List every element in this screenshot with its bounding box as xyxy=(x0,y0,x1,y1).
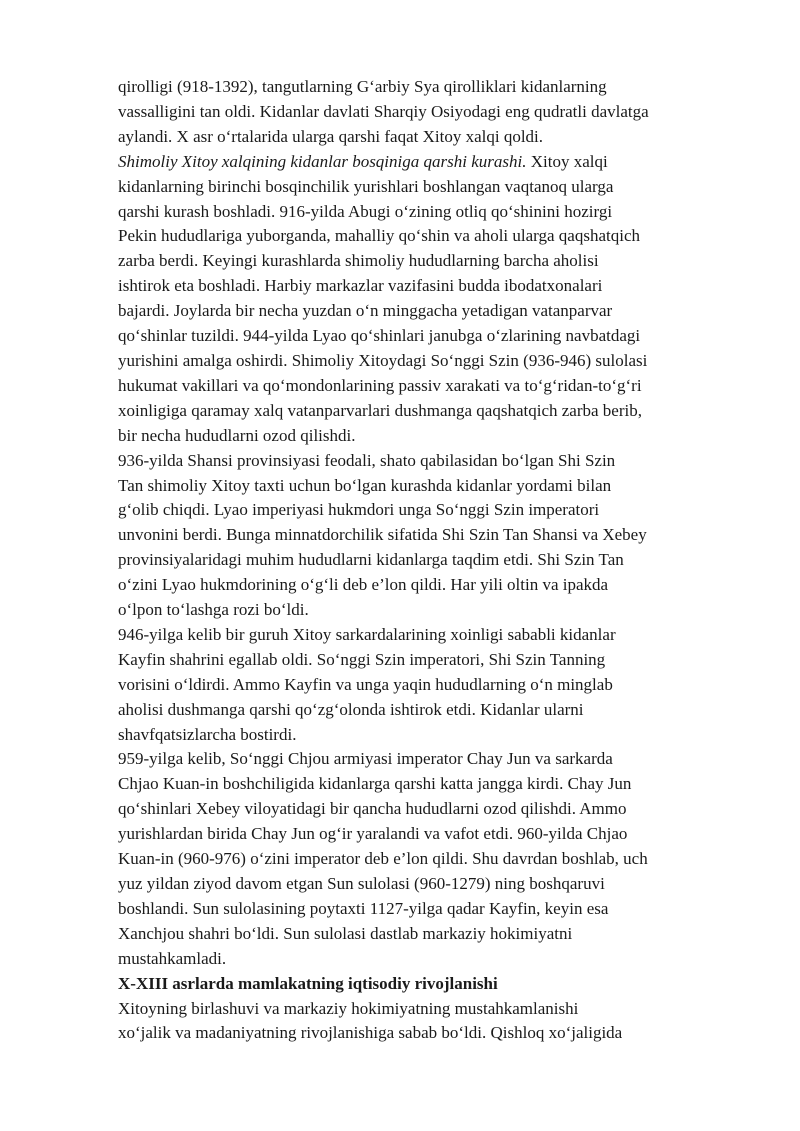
text-line: 936-yilda Shansi provinsiyasi feodali, shato qabilasidan bo‘lgan Shi Szin xyxy=(118,450,616,470)
text-line: Tan shimoliy Xitoy taxti uchun bo‘lgan kurashda kidanlar yordami bilan xyxy=(118,475,612,495)
document-page xyxy=(118,75,718,1046)
text-line: o‘lpon to‘lashga rozi bo‘ldi. xyxy=(118,600,309,620)
text-line: provinsiyalaridagi muhim hududlarni kidanlarga taqdim etdi. Shi Szin Tan xyxy=(118,550,624,570)
text-line: Kuan-in (960-976) o‘zini imperator deb e’lon qildi. Shu davrdan boshlab, uch xyxy=(118,849,648,869)
paragraph-5 xyxy=(118,747,718,971)
paragraph-4 xyxy=(118,623,718,748)
text-line: 946-yilga kelib bir guruh Xitoy sarkardalarining xoinligi sababli kidanlar xyxy=(118,624,616,644)
section-heading-text: X-XIII asrlarda mamlakatning iqtisodiy rivojlanishi xyxy=(118,973,498,993)
text-line: boshlandi. Sun sulolasining poytaxti 1127-yilga qadar Kayfin, keyin esa xyxy=(118,898,609,918)
paragraph-2 xyxy=(118,150,718,449)
text-line: aylandi. X asr o‘rtalarida ularga qarshi faqat Xitoy xalqi qoldi. xyxy=(118,126,544,146)
text-line: kidanlarning birinchi bosqinchilik yurishlari boshlangan vaqtanoq ularga xyxy=(118,176,614,196)
text-line: ishtirok eta boshladi. Harbiy markazlar vazifasini budda ibodatxonalari xyxy=(118,276,603,296)
text-line: shavfqatsizlarcha bostirdi. xyxy=(118,724,297,744)
paragraph-3 xyxy=(118,449,718,623)
text-line: o‘zini Lyao hukmdorining o‘g‘li deb e’lon qildi. Har yili oltin va ipakda xyxy=(118,575,609,595)
text-line: unvonini berdi. Bunga minnatdorchilik sifatida Shi Szin Tan Shansi va Xebey xyxy=(118,525,647,545)
text-line: Pekin hududlariga yuborganda, mahalliy qo‘shin va aholi ularga qaqshatqich xyxy=(118,226,641,246)
text-line: Kayfin shahrini egallab oldi. So‘nggi Szin imperatori, Shi Szin Tanning xyxy=(118,649,606,669)
text-line: bajardi. Joylarda bir necha yuzdan o‘n minggacha yetadigan vatanparvar xyxy=(118,301,613,321)
text-line: aholisi dushmanga qarshi qo‘zg‘olonda ishtirok etdi. Kidanlar ularni xyxy=(118,699,584,719)
text-line: yurishlardan birida Chay Jun og‘ir yaralandi va vafot etdi. 960-yilda Chjao xyxy=(118,824,628,844)
text-line: xoinligiga qaramay xalq vatanparvarlari dushmanga qaqshatqich zarba berib, xyxy=(118,400,642,420)
lead-continuation: Xitoy xalqi xyxy=(526,151,608,171)
section-heading xyxy=(118,972,718,997)
text-line: bir necha hududlarni ozod qilishdi. xyxy=(118,425,356,445)
text-line: hukumat vakillari va qo‘mondonlarining passiv xarakati va to‘g‘ridan-to‘g‘ri xyxy=(118,375,642,395)
text-line: 959-yilga kelib, So‘nggi Chjou armiyasi imperator Chay Jun va sarkarda xyxy=(118,749,613,769)
text-line: qo‘shinlar tuzildi. 944-yilda Lyao qo‘shinlari janubga o‘zlarining navbatdagi xyxy=(118,326,641,346)
italic-lead-heading: Shimoliy Xitoy xalqining kidanlar bosqiniga qarshi kurashi. xyxy=(118,151,527,171)
text-line: qirolligi (918-1392), tangutlarning G‘arbiy Sya qirolliklari kidanlarning xyxy=(118,77,607,96)
paragraph-6 xyxy=(118,997,718,1047)
text-line: vorisini o‘ldirdi. Ammo Kayfin va unga yaqin hududlarning o‘n minglab xyxy=(118,674,613,694)
text-line: qo‘shinlari Xebey viloyatidagi bir qancha hududlarni ozod qilishdi. Ammo xyxy=(118,799,627,819)
text-line: Xanchjou shahri bo‘ldi. Sun sulolasi dastlab markaziy hokimiyatni xyxy=(118,923,573,943)
text-line: zarba berdi. Keyingi kurashlarda shimoliy hududlarning barcha aholisi xyxy=(118,251,599,271)
text-line: qarshi kurash boshladi. 916-yilda Abugi o‘zining otliq qo‘shinini hozirgi xyxy=(118,201,613,221)
text-line: g‘olib chiqdi. Lyao imperiyasi hukmdori unga So‘nggi Szin imperatori xyxy=(118,500,600,520)
text-line: Xitoyning birlashuvi va markaziy hokimiyatning mustahkamlanishi xyxy=(118,998,579,1018)
text-line xyxy=(118,150,718,175)
text-line: xo‘jalik va madaniyatning rivojlanishiga sabab bo‘ldi. Qishloq xo‘jaligida xyxy=(118,1023,623,1043)
text-line: vassalligini tan oldi. Kidanlar davlati Sharqiy Osiyodagi eng qudratli davlatga xyxy=(118,101,649,121)
paragraph-1 xyxy=(118,75,718,150)
text-line: Chjao Kuan-in boshchiligida kidanlarga qarshi katta jangga kirdi. Chay Jun xyxy=(118,774,632,794)
text-line: yuz yildan ziyod davom etgan Sun sulolasi (960-1279) ning boshqaruvi xyxy=(118,874,605,893)
text-line: yurishini amalga oshirdi. Shimoliy Xitoydagi So‘nggi Szin (936-946) sulolasi xyxy=(118,350,648,370)
text-line: mustahkamladi. xyxy=(118,948,227,968)
